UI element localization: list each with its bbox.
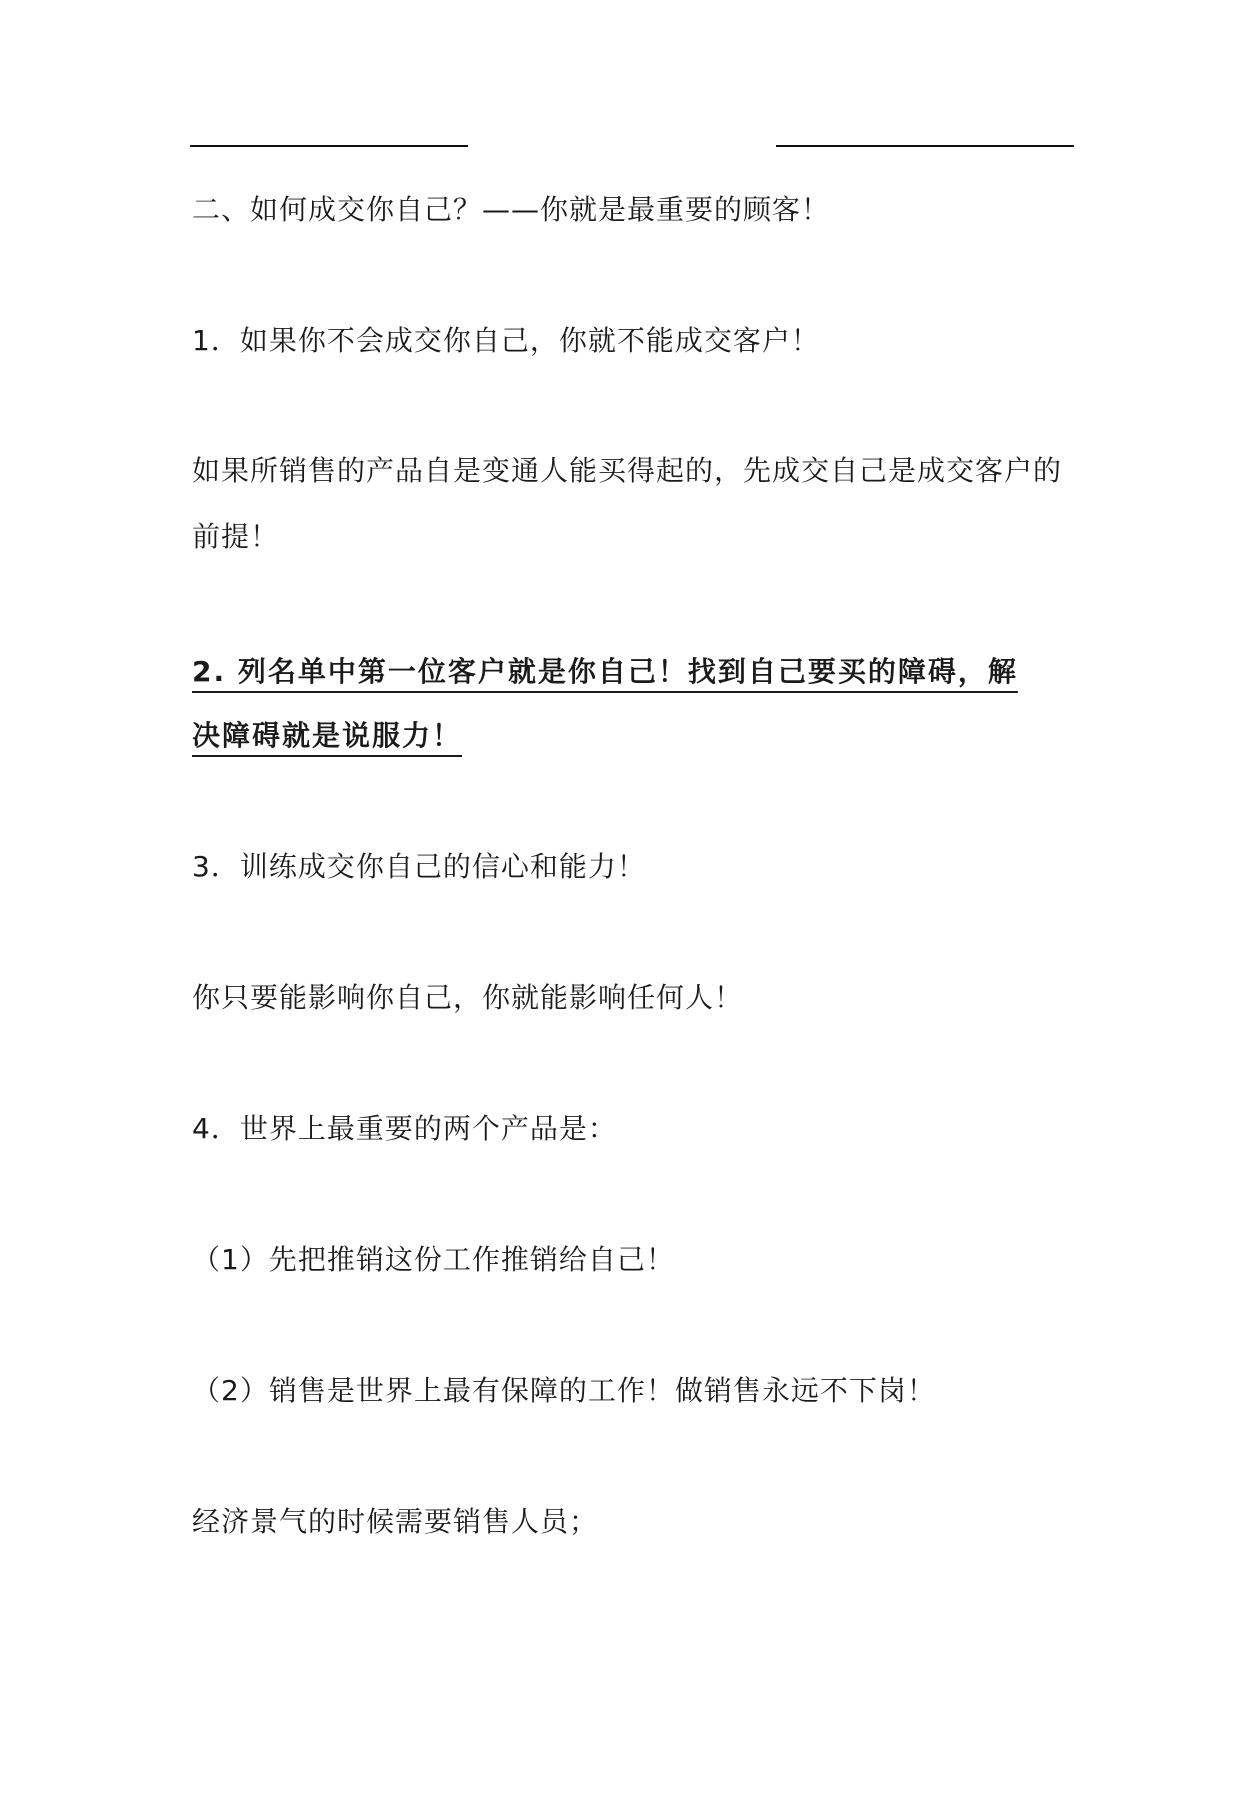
item-3: 3．训练成交你自己的信心和能力！ xyxy=(192,850,646,883)
header-rule-right xyxy=(776,145,1074,147)
item-1: 1．如果你不会成交你自己，你就不能成交客户！ xyxy=(192,324,820,357)
item-4: 4．世界上最重要的两个产品是： xyxy=(192,1112,617,1145)
section-title: 二、如何成交你自己？——你就是最重要的顾客！ xyxy=(192,193,831,226)
sub-item-1: （1）先把推销这份工作推销给自己！ xyxy=(192,1243,675,1276)
paragraph-4: 经济景气的时候需要销售人员； xyxy=(192,1505,599,1538)
paragraph-1-line-2: 前提！ xyxy=(192,520,280,553)
item-2-line-2: 决障碍就是说服力！ xyxy=(192,719,463,752)
sub-item-2: （2）销售是世界上最有保障的工作！做销售永远不下岗！ xyxy=(192,1374,936,1407)
item-2-line-1: 2. 列名单中第一位客户就是你自己！找到自己要买的障碍，解 xyxy=(192,655,1018,688)
paragraph-3: 你只要能影响你自己，你就能影响任何人！ xyxy=(192,981,744,1014)
paragraph-1-line-1: 如果所销售的产品自是变通人能买得起的，先成交自己是成交客户的 xyxy=(192,454,1063,487)
header-rule-left xyxy=(190,145,468,147)
